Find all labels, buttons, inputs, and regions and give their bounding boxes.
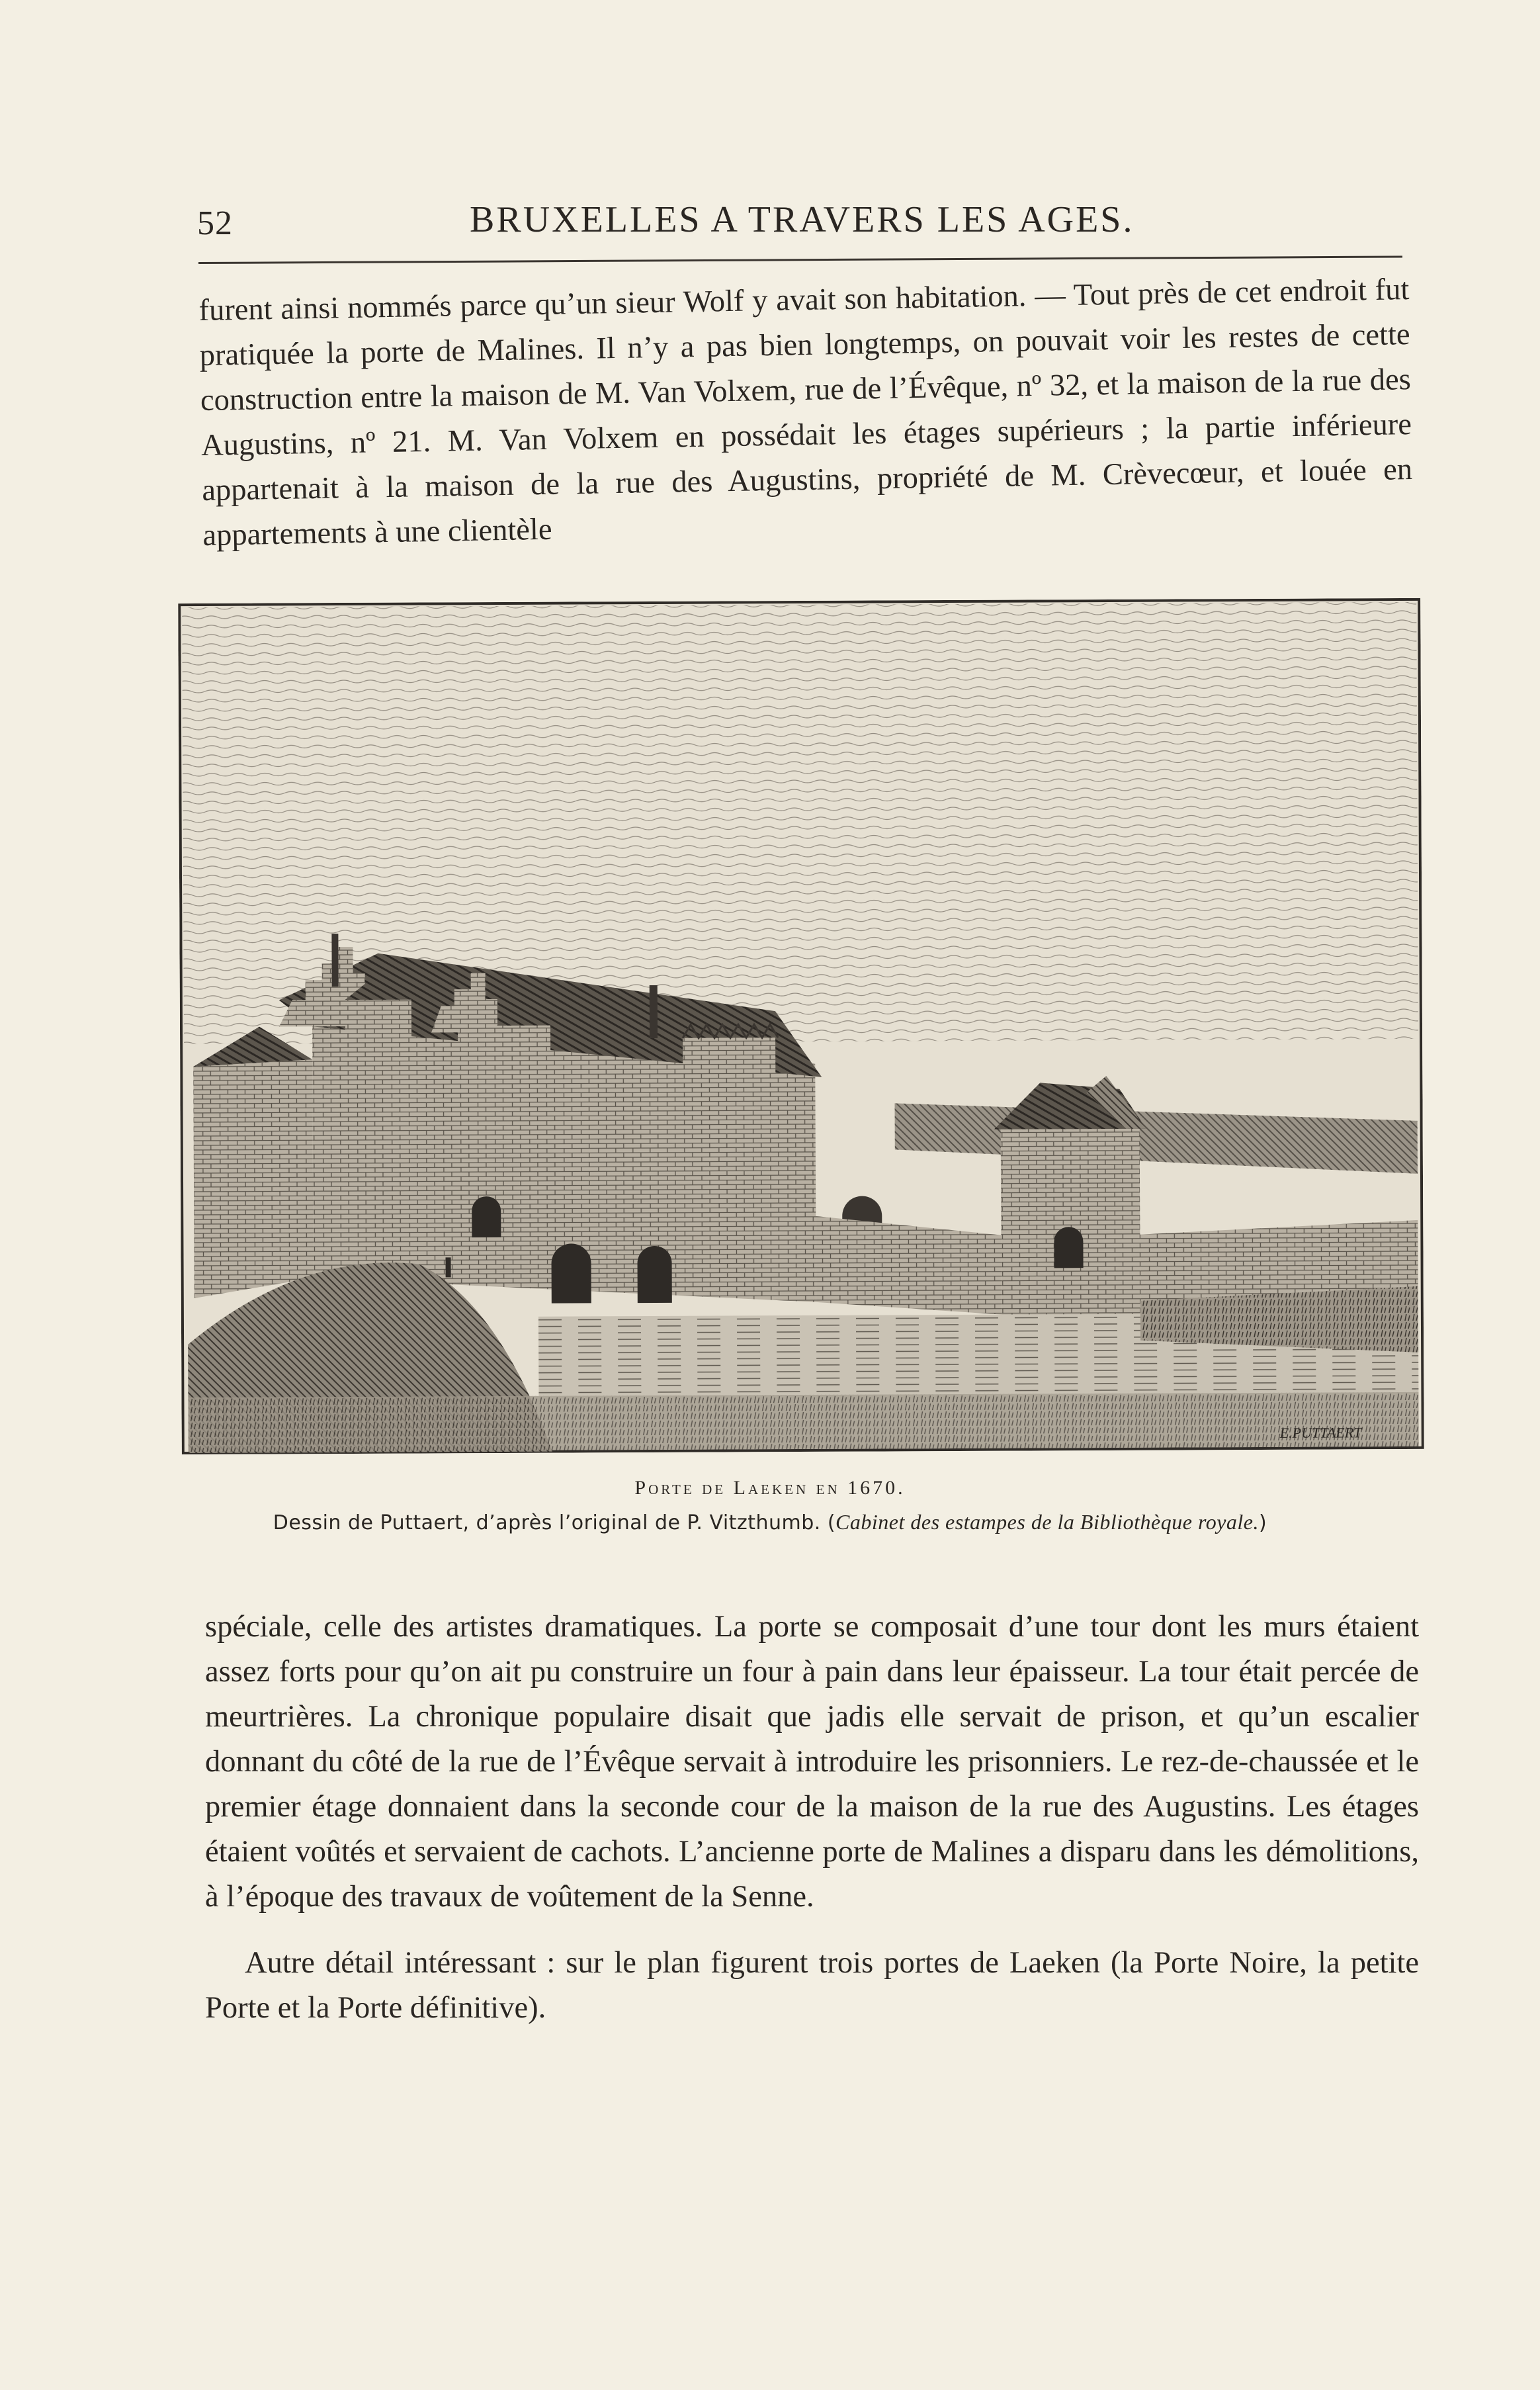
engraving-illustration bbox=[178, 598, 1424, 1454]
engraving-figure bbox=[178, 598, 1424, 1454]
caption-credit-text: Dessin de Puttaert, d’après l’original de P. Vitzthumb. ( bbox=[273, 1511, 836, 1534]
paragraph-2: spéciale, celle des artistes dramatiques. La porte se composait d’une tour dont les murs étaient assez forts pour qu’on ait pu construire un four à pain dans leur épaisseur. La tour était percée de meurtrières. La chronique populaire disait que jadis elle servait de prison, et qu’un escalier donnant du côté de la rue de l’Évêque servait à introduire les prisonniers. Le rez-de-chaussée et le premier étage donnaient dans la seconde cour de la maison de la rue des Augustins. Les étages étaient voûtés et servaient de cachots. L’ancienne porte de Malines a disparu dans les démolitions, à l’époque des travaux de voûtement de la Senne. bbox=[205, 1610, 1419, 1914]
caption-source-text: Cabinet des estampes de la Bibliothèque royale. bbox=[835, 1510, 1259, 1534]
running-head bbox=[192, 199, 1409, 251]
figure-caption-credit bbox=[0, 1510, 1540, 1534]
paragraph-1: furent ainsi nommés parce qu’un sieur Wolf y avait son habitation. — Tout près de cet endroit fut pratiquée la porte de Malines. Il n’y a pas bien longtemps, on pouvait voir les restes de cette construction entre la maison de M. Van Volxem, rue de l’Évêque, nº 32, et la maison de la rue des Augustins, nº 21. M. Van Volxem en possédait les étages supérieurs ; la partie inférieure appartenait à la maison de la rue des Augustins, propriété de M. Crèvecœur, et louée en appartements à une clientèle bbox=[198, 273, 1413, 553]
paragraph-3: Autre détail intéressant : sur le plan figurent trois portes de Laeken (la Porte Noire, la petite Porte et la Porte définitive). bbox=[205, 1946, 1419, 2025]
header-rule bbox=[198, 255, 1402, 264]
artist-signature: E.PUTTAERT bbox=[1279, 1424, 1362, 1441]
figure-caption-title: Porte de Laeken en 1670. bbox=[634, 1477, 906, 1499]
page-number: 52 bbox=[197, 204, 233, 242]
running-title: BRUXELLES A TRAVERS LES AGES. bbox=[470, 199, 1134, 240]
caption-close-paren: ) bbox=[1259, 1511, 1267, 1534]
